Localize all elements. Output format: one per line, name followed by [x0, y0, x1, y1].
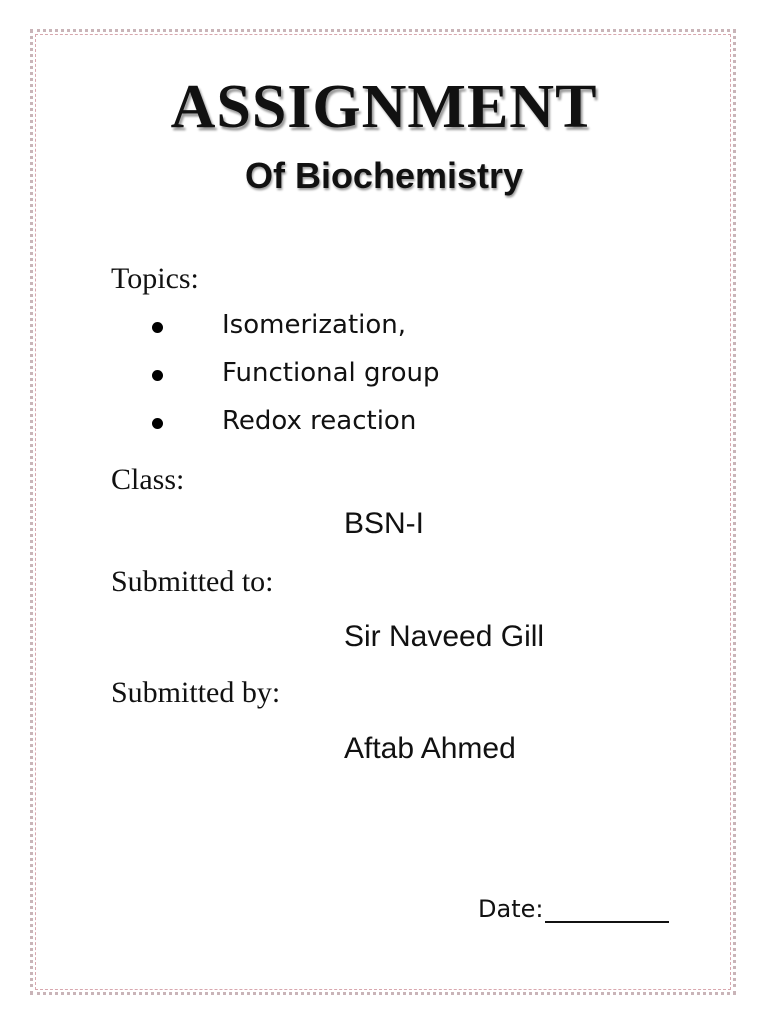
bullet-icon [152, 370, 163, 381]
submitted-by-value: Aftab Ahmed [344, 732, 516, 765]
submitted-by-label: Submitted by: [111, 676, 281, 709]
topics-label: Topics: [111, 262, 199, 295]
topic-text: Redox reaction [222, 406, 417, 436]
date-label: Date: [478, 895, 544, 923]
date-blank-line [545, 895, 669, 923]
topic-text: Isomerization, [222, 310, 407, 340]
submitted-to-value: Sir Naveed Gill [344, 620, 545, 653]
assignment-title: ASSIGNMENT [170, 73, 598, 141]
date-field [478, 895, 669, 923]
class-value: BSN-I [344, 507, 425, 540]
submitted-to-label: Submitted to: [111, 565, 274, 598]
bullet-icon [152, 418, 163, 429]
bullet-icon [152, 322, 163, 333]
class-label: Class: [111, 463, 185, 496]
topic-text: Functional group [222, 358, 440, 388]
assignment-subtitle: Of Biochemistry [244, 155, 524, 196]
